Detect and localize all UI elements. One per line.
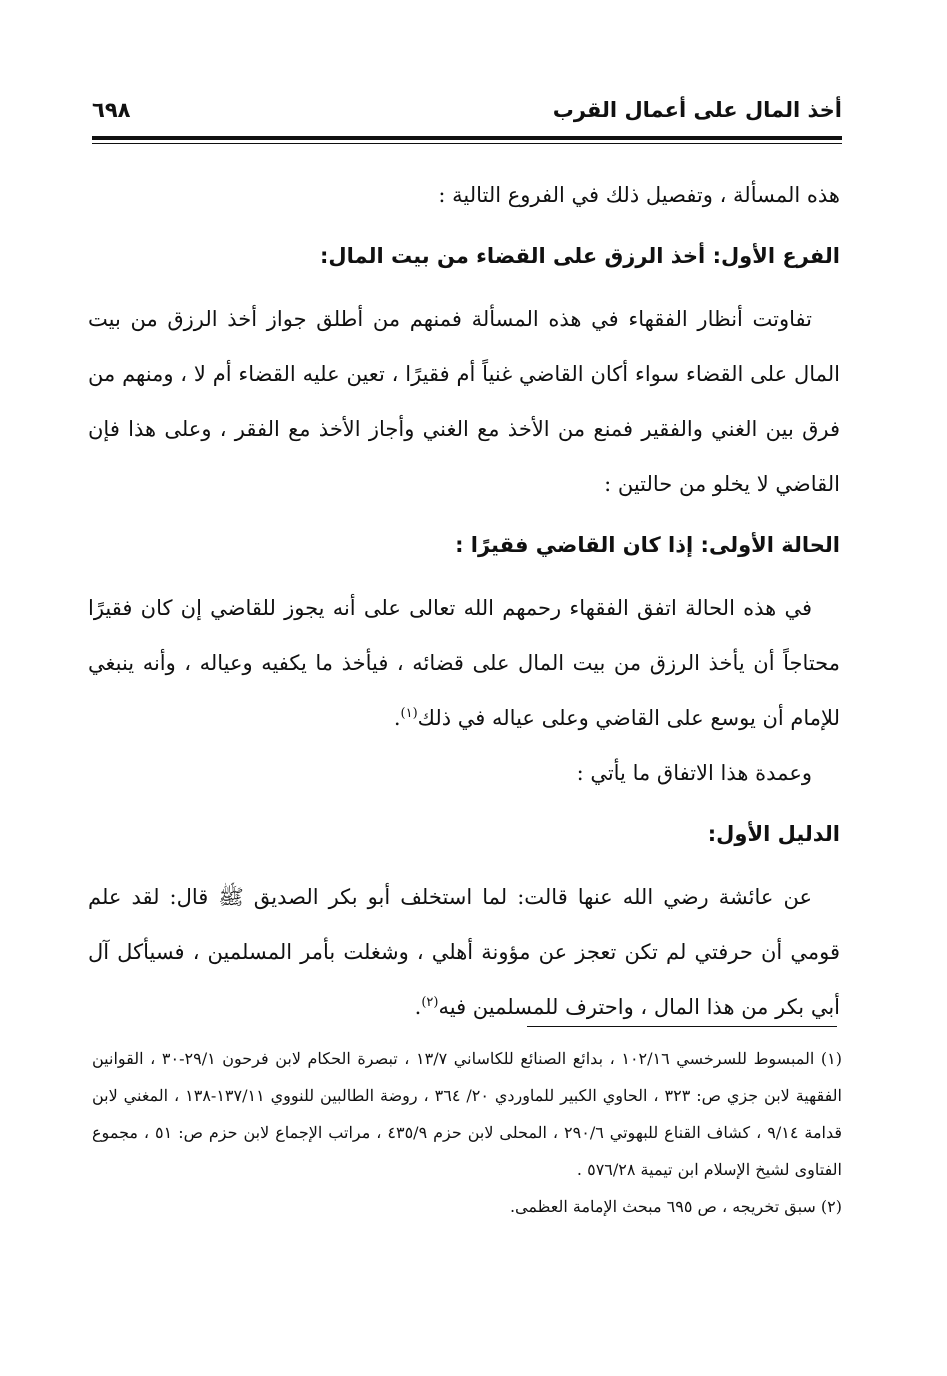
page-header	[92, 92, 842, 136]
main-text	[88, 168, 840, 1035]
paragraph-3-text: عن عائشة رضي الله عنها قالت: لما استخلف أبو بكر الصديق ﷺ قال: لقد علم قومي أن حرفتي لم تكن تعجز عن مؤونة أهلي ، وشغلت بأمر المسلمين ، فسيأكل آل أبي بكر من هذا المال ، واحترف للمسلمين فيه	[88, 885, 840, 1019]
paragraph-1: تفاوتت أنظار الفقهاء في هذه المسألة فمنهم من أطلق جواز أخذ الرزق من بيت المال على القضاء سواء أكان القاضي غنياً أم فقيرًا ، تعين عليه القضاء أم لا ، ومنهم من فرق بين الغني والفقير فمنع من الأخذ مع الغني وأجاز الأخذ مع الفقر ، وعلى هذا فإن القاضي لا يخلو من حالتين :	[88, 307, 840, 496]
footnotes	[92, 1040, 842, 1225]
footnote-separator	[527, 1026, 837, 1027]
paragraph-3	[88, 870, 840, 1035]
case-heading: الحالة الأولى: إذا كان القاضي فقيرًا :	[455, 533, 840, 557]
intro-line: هذه المسألة ، وتفصيل ذلك في الفروع التالية :	[438, 183, 840, 207]
paragraph-3-end: .	[414, 995, 422, 1019]
page-number: ٦٩٨	[92, 98, 131, 122]
running-title: أخذ المال على أعمال القرب	[552, 98, 842, 122]
footnote-ref-1[interactable]: (١)	[400, 706, 418, 721]
paragraph-2	[88, 581, 840, 746]
paragraph-2-end: .	[393, 706, 401, 730]
branch-heading: الفرع الأول: أخذ الرزق على القضاء من بيت المال:	[319, 244, 840, 268]
basis-line: وعمدة هذا الاتفاق ما يأتي :	[576, 761, 812, 785]
header-rule-thin	[92, 143, 842, 144]
paragraph-2-text: في هذه الحالة اتفق الفقهاء رحمهم الله تعالى على أنه يجوز للقاضي إن كان فقيرًا محتاجاً أن يأخذ الرزق من بيت المال على قضائه ، فيأخذ ما يكفيه وعياله ، وأنه ينبغي للإمام أن يوسع على القاضي وعلى عياله في ذلك	[88, 596, 840, 730]
evidence-heading: الدليل الأول:	[707, 822, 840, 846]
footnote-2: (٢) سبق تخريجه ، ص ٦٩٥ مبحث الإمامة العظمى.	[509, 1197, 842, 1216]
header-rule-thick	[92, 136, 842, 140]
footnote-1: (١) المبسوط للسرخسي ١٠٢/١٦ ، بدائع الصنائع للكاساني ١٣/٧ ، تبصرة الحكام لابن فرحون ٢٩/١-٣٠ ، القوانين الفقهية لابن جزي ص: ٣٢٣ ، الحاوي الكبير للماوردي ٢٠/ ٣٦٤ ، روضة الطالبين للنووي ١٣٧/١١-١٣٨ ، المغني لابن قدامة ٩/١٤ ، كشاف القناع للبهوتي ٢٩٠/٦ ، المحلى لابن حزم ٤٣٥/٩ ، مراتب الإجماع لابن حزم ص: ٥١ ، مجموع الفتاوى لشيخ الإسلام ابن تيمية ٥٧٦/٢٨ .	[92, 1049, 843, 1179]
footnote-ref-2[interactable]: (٢)	[421, 995, 439, 1010]
